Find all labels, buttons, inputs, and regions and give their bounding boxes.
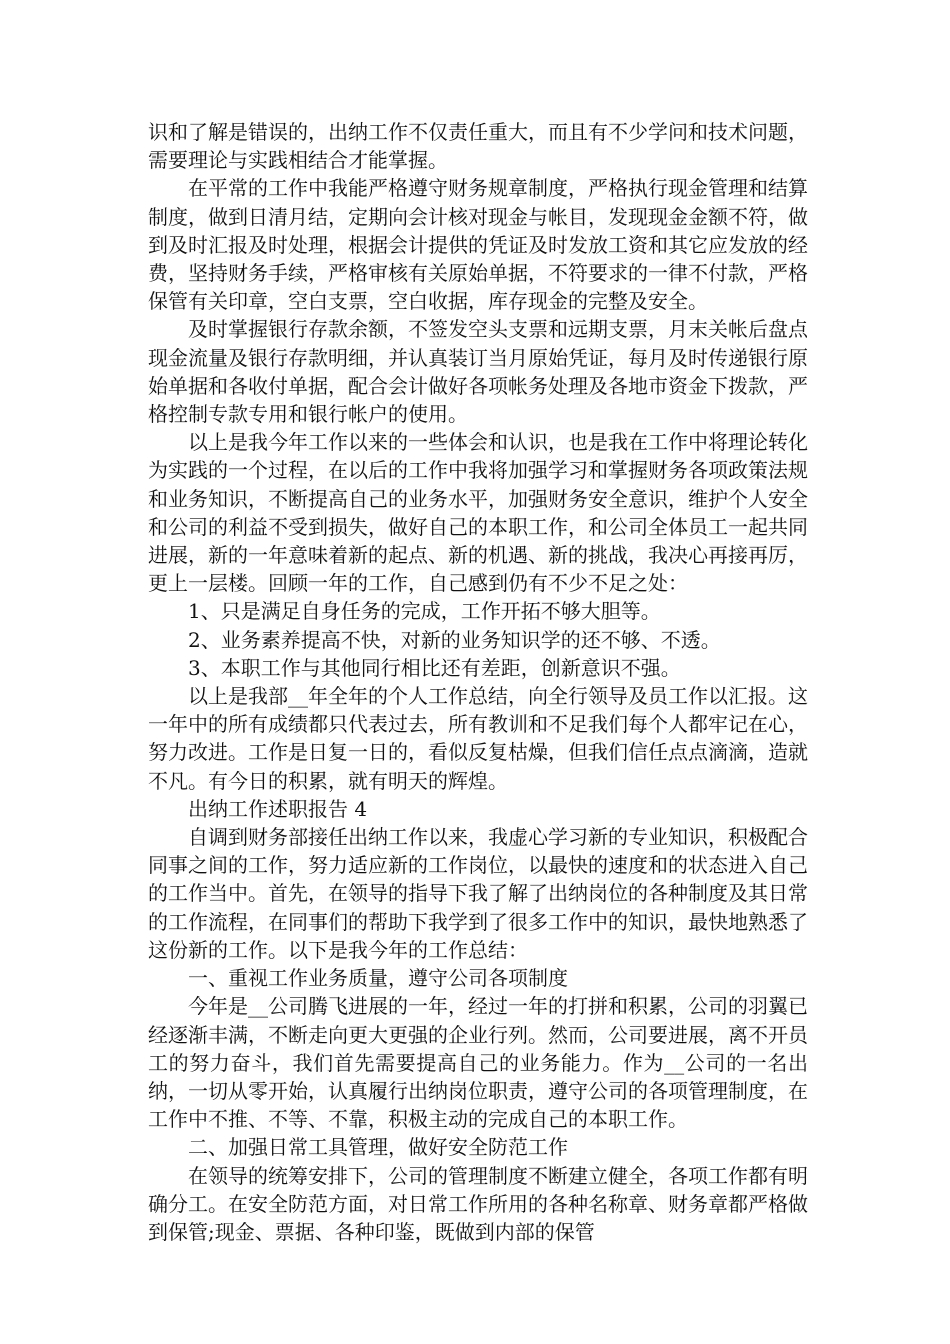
paragraph-summary: 以上是我部__年全年的个人工作总结，向全行领导及员工作以汇报。这一年中的所有成绩都只代表过去，所有教训和不足我们每个人都牢记在心，努力改进。工作是日复一日的，看似反复枯燥，但我们信任点点滴滴，造就不凡。有今日的积累，就有明天的辉煌。	[148, 684, 808, 793]
list-item-3: 3、本职工作与其他同行相比还有差距，创新意识不强。	[188, 655, 681, 680]
paragraph-quality: 今年是__公司腾飞进展的一年，经过一年的打拼和积累，公司的羽翼已经逐渐丰满，不断走向更大更强的企业行列。然而，公司要进展，离不开员工的努力奋斗，我们首先需要提高自己的业务能力。作为__公司的一名出纳，一切从零开始，认真履行出纳岗位职责，遵守公司的各项管理制度，在工作中不推、不等、不靠，积极主动的完成自己的本职工作。	[148, 994, 808, 1132]
paragraph-2: 在平常的工作中我能严格遵守财务规章制度，严格执行现金管理和结算制度，做到日清月结，定期向会计核对现金与帐目，发现现金金额不符，做到及时汇报及时处理，根据会计提供的凭证及时发放工资和其它应发放的经费，坚持财务手续，严格审核有关原始单据，不符要求的一律不付款，严格保管有关印章，空白支票，空白收据，库存现金的完整及安全。	[148, 176, 808, 314]
paragraph-1: 识和了解是错误的，出纳工作不仅责任重大，而且有不少学问和技术问题，需要理论与实践相结合才能掌握。	[148, 120, 808, 173]
paragraph-4: 以上是我今年工作以来的一些体会和认识，也是我在工作中将理论转化为实践的一个过程，在以后的工作中我将加强学习和掌握财务各项政策法规和业务知识，不断提高自己的业务水平，加强财务安全意识，维护个人安全和公司的利益不受到损失，做好自己的本职工作，和公司全体员工一起共同进展，新的一年意味着新的起点、新的机遇、新的挑战，我决心再接再厉，更上一层楼。回顾一年的工作，自己感到仍有不少不足之处：	[148, 430, 808, 596]
subheading-1: 一、重视工作业务质量，遵守公司各项制度	[188, 966, 568, 991]
subheading-2: 二、加强日常工具管理，做好安全防范工作	[188, 1135, 568, 1160]
paragraph-intro: 自调到财务部接任出纳工作以来，我虚心学习新的专业知识，积极配合同事之间的工作，努力适应新的工作岗位，以最快的速度和的状态进入自己的工作当中。首先，在领导的指导下我了解了出纳岗位的各种制度及其日常的工作流程，在同事们的帮助下我学到了很多工作中的知识，最快地熟悉了这份新的工作。以下是我今年的工作总结：	[148, 825, 808, 962]
paragraph-3: 及时掌握银行存款余额，不签发空头支票和远期支票，月末关帐后盘点现金流量及银行存款明细，并认真装订当月原始凭证，每月及时传递银行原始单据和各收付单据，配合会计做好各项帐务处理及各地市资金下拨款，严格控制专款专用和银行帐户的使用。	[148, 317, 808, 427]
list-item-2: 2、业务素养提高不快，对新的业务知识学的还不够、不透。	[188, 627, 721, 652]
list-item-1: 1、只是满足自身任务的完成，工作开拓不够大胆等。	[188, 599, 661, 624]
document-body	[148, 118, 808, 1246]
section-heading-report-4: 出纳工作述职报告 4	[188, 796, 368, 821]
paragraph-safety: 在领导的统筹安排下，公司的管理制度不断建立健全，各项工作都有明确分工。在安全防范方面，对日常工作所用的各种名称章、财务章都严格做到保管;现金、票据、各种印鉴，既做到内部的保管	[148, 1163, 808, 1244]
